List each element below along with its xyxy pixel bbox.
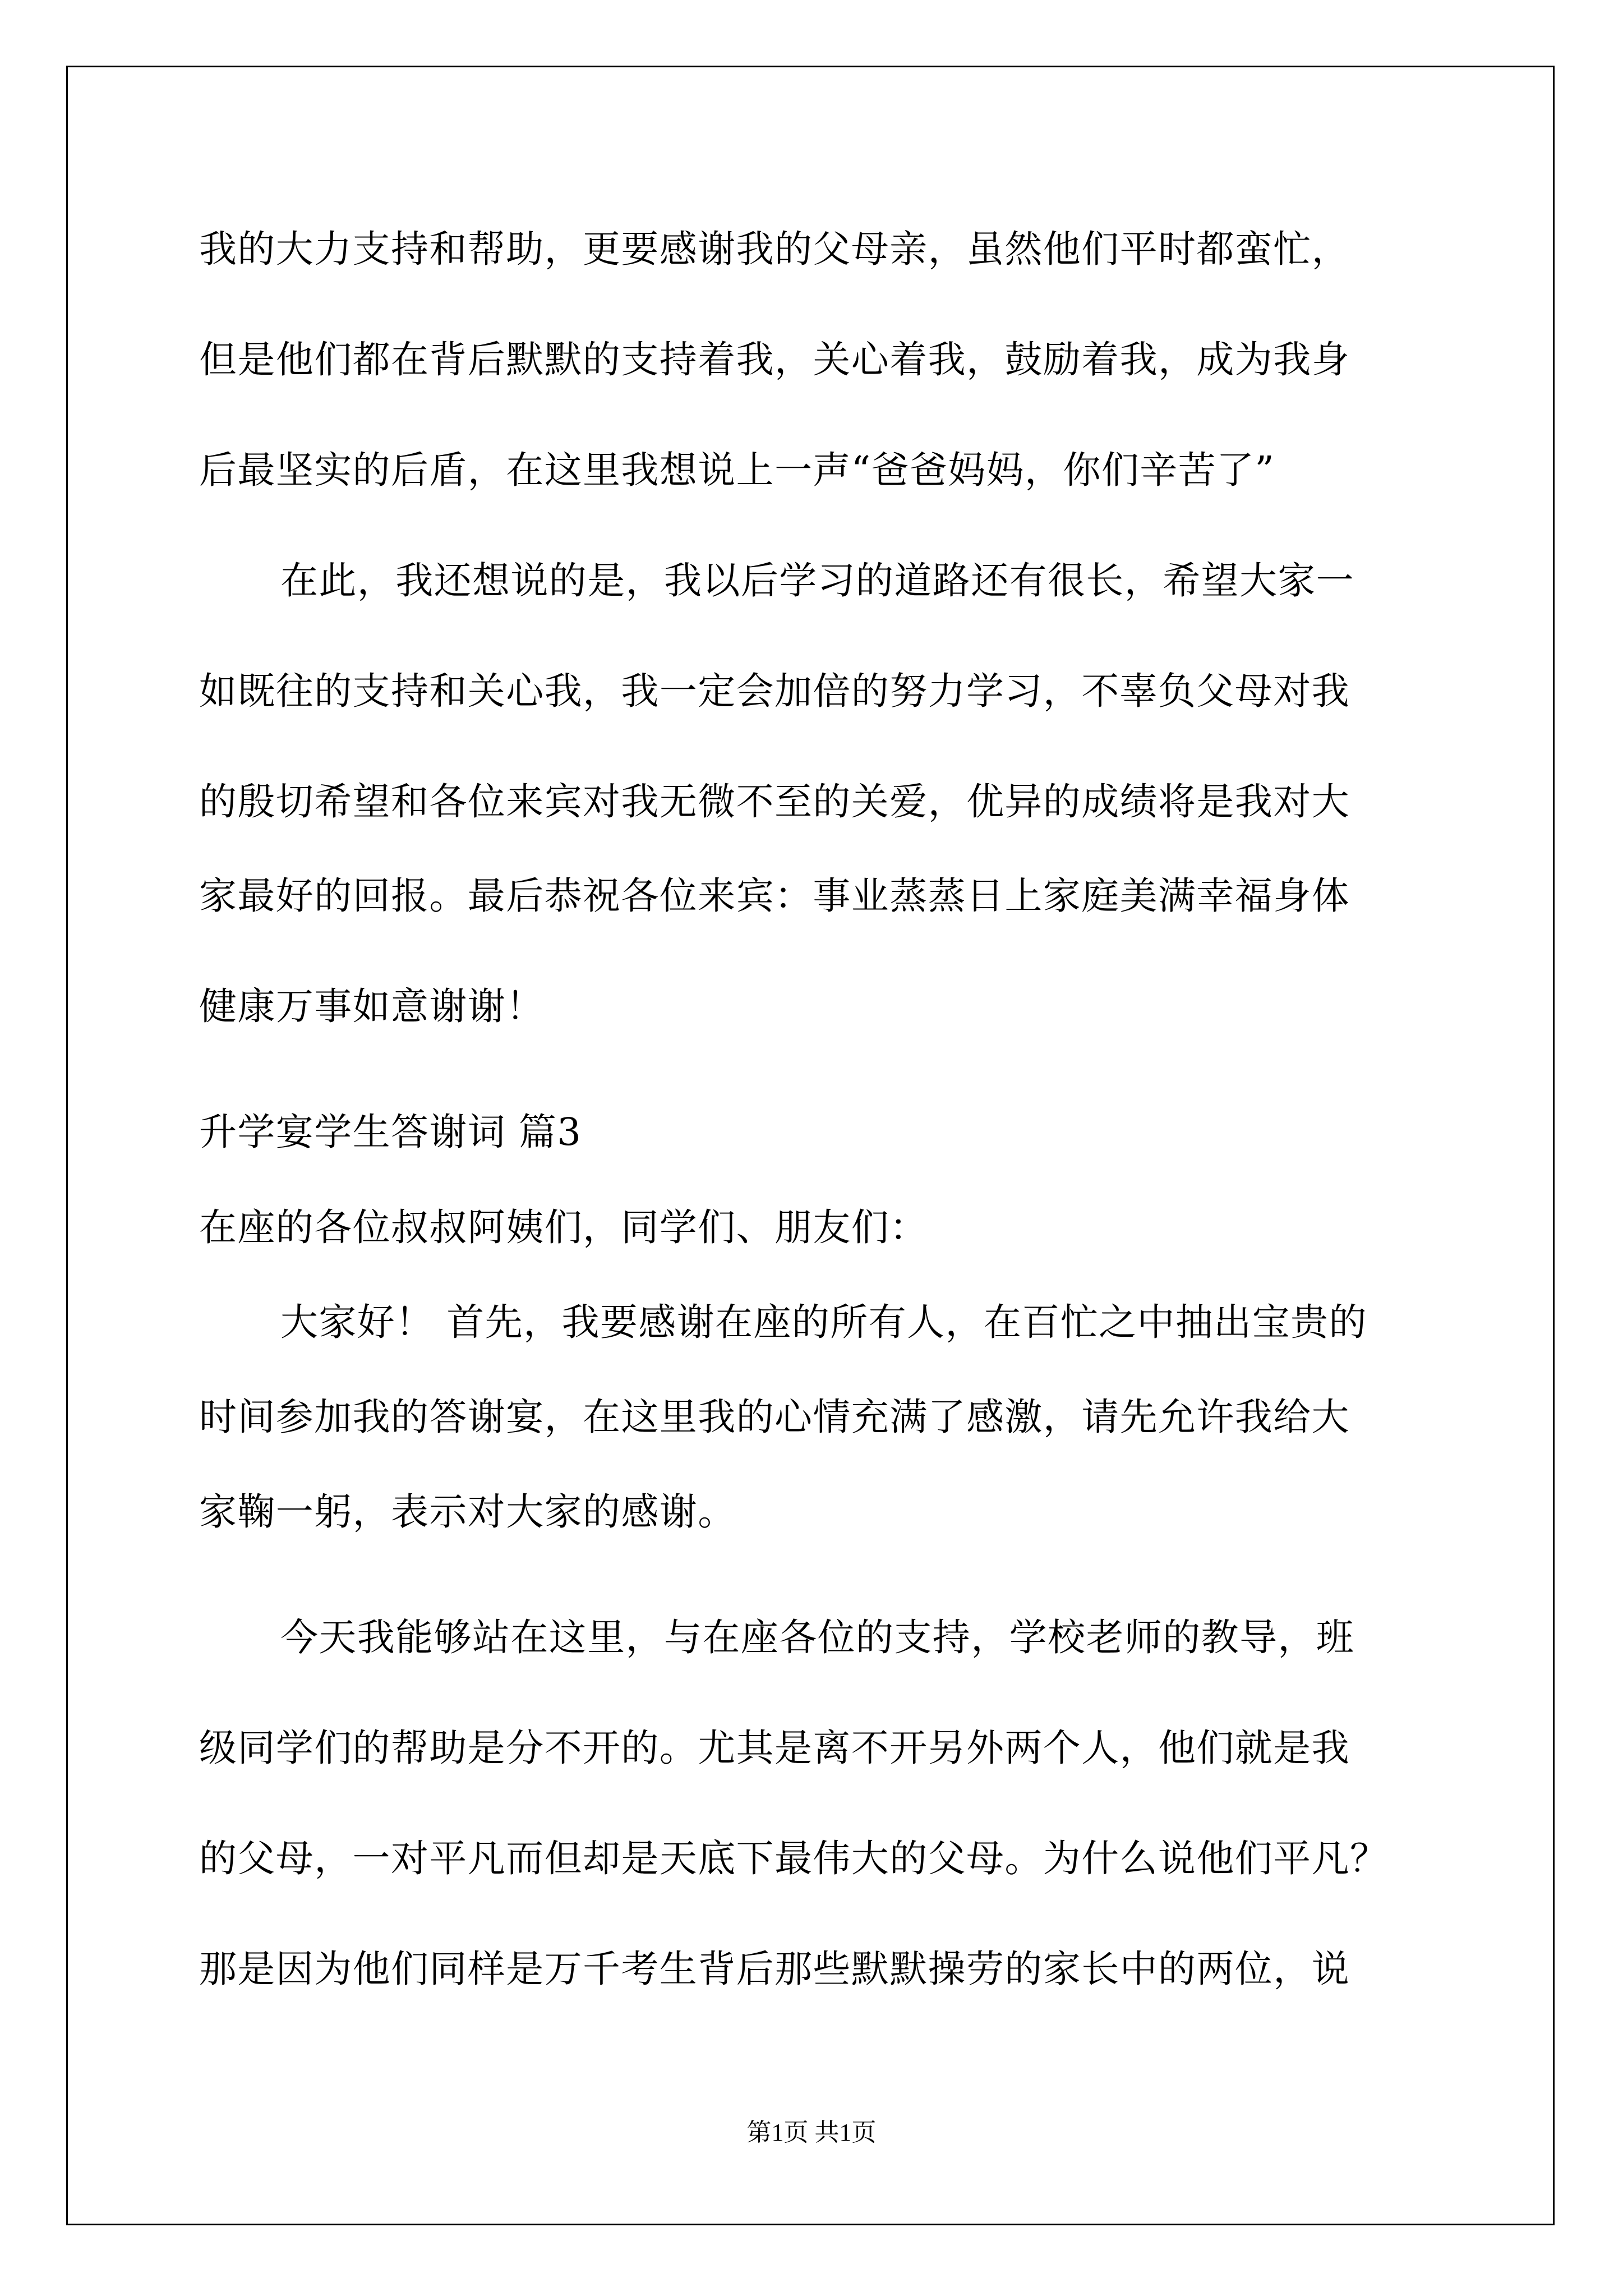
text-line-16: 的父母，一对平凡而但却是天底下最伟大的父母。为什么说他们平凡？ bbox=[199, 1837, 1389, 1880]
text-line-14: 今天我能够站在这里，与在座各位的支持，学校老师的教导，班 bbox=[280, 1616, 1355, 1659]
text-line-10: 在座的各位叔叔阿姨们，同学们、朋友们： bbox=[199, 1205, 928, 1249]
page-footer: 第1页 共1页 bbox=[746, 2119, 877, 2146]
text-line-2: 但是他们都在背后默默的支持着我，关心着我，鼓励着我，成为我身 bbox=[199, 338, 1350, 381]
text-line-1: 我的大力支持和帮助，更要感谢我的父母亲，虽然他们平时都蛮忙， bbox=[199, 227, 1350, 271]
section-heading: 升学宴学生答谢词 篇3 bbox=[199, 1110, 582, 1154]
text-line-7: 家最好的回报。最后恭祝各位来宾：事业蒸蒸日上家庭美满幸福身体 bbox=[199, 874, 1350, 918]
text-line-17: 那是因为他们同样是万千考生背后那些默默操劳的家长中的两位，说 bbox=[199, 1947, 1350, 1991]
text-line-3: 后最坚实的后盾，在这里我想说上一声“爸爸妈妈，你们辛苦了” bbox=[199, 448, 1275, 492]
text-line-5: 如既往的支持和关心我，我一定会加倍的努力学习，不辜负父母对我 bbox=[199, 669, 1350, 713]
text-line-15: 级同学们的帮助是分不开的。尤其是离不开另外两个人，他们就是我 bbox=[199, 1726, 1350, 1770]
text-line-11: 大家好！ 首先，我要感谢在座的所有人，在百忙之中抽出宝贵的 bbox=[280, 1300, 1367, 1344]
text-line-13: 家鞠一躬，表示对大家的感谢。 bbox=[199, 1490, 736, 1534]
text-line-6: 的殷切希望和各位来宾对我无微不至的关爱，优异的成绩将是我对大 bbox=[199, 780, 1350, 823]
text-line-12: 时间参加我的答谢宴，在这里我的心情充满了感激，请先允许我给大 bbox=[199, 1395, 1350, 1439]
text-line-4: 在此，我还想说的是，我以后学习的道路还有很长，希望大家一 bbox=[280, 559, 1355, 602]
text-line-8: 健康万事如意谢谢！ bbox=[199, 984, 545, 1028]
